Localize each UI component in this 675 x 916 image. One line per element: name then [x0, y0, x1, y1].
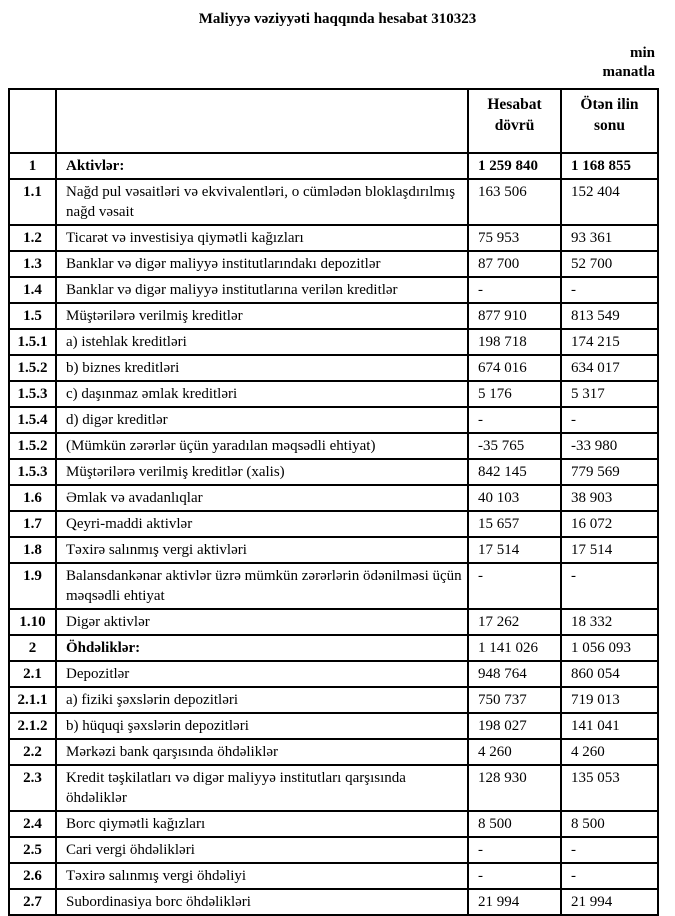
row-number-cell: 1.7 — [9, 511, 56, 537]
row-label-cell: Müştərilərə verilmiş kreditlər — [56, 303, 468, 329]
row-number-cell: 1 — [9, 153, 56, 179]
period-value-cell: 198 718 — [468, 329, 561, 355]
period-value-cell: 8 500 — [468, 811, 561, 837]
row-label-cell: Kredit təşkilatları və digər maliyyə institutları qarşısında öhdəliklər — [56, 765, 468, 811]
prior-value-cell: 152 404 — [561, 179, 658, 225]
period-value-cell: - — [468, 563, 561, 609]
period-value-cell: 198 027 — [468, 713, 561, 739]
prior-value-cell: 1 168 855 — [561, 153, 658, 179]
table-row — [9, 837, 658, 863]
period-value-cell: 21 994 — [468, 889, 561, 915]
table-row — [9, 863, 658, 889]
prior-value-cell: 4 260 — [561, 739, 658, 765]
row-label-cell: a) fiziki şəxslərin depozitləri — [56, 687, 468, 713]
prior-value-cell: - — [561, 863, 658, 889]
prior-value-cell: 5 317 — [561, 381, 658, 407]
prior-value-cell: 93 361 — [561, 225, 658, 251]
table-row — [9, 687, 658, 713]
period-value-cell: 1 259 840 — [468, 153, 561, 179]
table-row — [9, 889, 658, 915]
row-number-cell: 2.1 — [9, 661, 56, 687]
row-label-cell: Borc qiymətli kağızları — [56, 811, 468, 837]
prior-value-cell: 634 017 — [561, 355, 658, 381]
row-label-cell: Qeyri-maddi aktivlər — [56, 511, 468, 537]
prior-value-cell: - — [561, 837, 658, 863]
row-label-cell: Aktivlər: — [56, 153, 468, 179]
financial-position-table — [8, 88, 659, 916]
row-label-cell: Mərkəzi bank qarşısında öhdəliklər — [56, 739, 468, 765]
table-row — [9, 153, 658, 179]
row-label-cell: Depozitlər — [56, 661, 468, 687]
table-row — [9, 713, 658, 739]
row-number-cell: 2.6 — [9, 863, 56, 889]
prior-value-cell: 141 041 — [561, 713, 658, 739]
row-label-cell: Banklar və digər maliyyə institutlarına verilən kreditlər — [56, 277, 468, 303]
header-cell-empty-label — [56, 89, 468, 153]
row-number-cell: 1.10 — [9, 609, 56, 635]
period-value-cell: 948 764 — [468, 661, 561, 687]
table-row — [9, 537, 658, 563]
row-label-cell: Subordinasiya borc öhdəlikləri — [56, 889, 468, 915]
row-number-cell: 2 — [9, 635, 56, 661]
period-value-cell: 15 657 — [468, 511, 561, 537]
prior-value-cell: 52 700 — [561, 251, 658, 277]
period-value-cell: 750 737 — [468, 687, 561, 713]
row-number-cell: 1.5.2 — [9, 355, 56, 381]
period-value-cell: 40 103 — [468, 485, 561, 511]
period-value-cell: 75 953 — [468, 225, 561, 251]
row-number-cell: 1.5.3 — [9, 459, 56, 485]
table-row — [9, 459, 658, 485]
prior-value-cell: 8 500 — [561, 811, 658, 837]
row-number-cell: 2.5 — [9, 837, 56, 863]
table-row — [9, 563, 658, 609]
prior-value-cell: 174 215 — [561, 329, 658, 355]
prior-value-cell: 1 056 093 — [561, 635, 658, 661]
header-cell-empty-number — [9, 89, 56, 153]
row-number-cell: 2.1.1 — [9, 687, 56, 713]
row-label-cell: (Mümkün zərərlər üçün yaradılan məqsədli ehtiyat) — [56, 433, 468, 459]
prior-value-cell: - — [561, 277, 658, 303]
table-row — [9, 251, 658, 277]
row-label-cell: b) hüquqi şəxslərin depozitləri — [56, 713, 468, 739]
row-label-cell: Digər aktivlər — [56, 609, 468, 635]
period-value-cell: 1 141 026 — [468, 635, 561, 661]
table-row — [9, 355, 658, 381]
table-row — [9, 179, 658, 225]
row-label-cell: Banklar və digər maliyyə institutlarındakı depozitlər — [56, 251, 468, 277]
prior-value-cell: 813 549 — [561, 303, 658, 329]
header-cell-prior-year-end: Ötən ilin sonu — [561, 89, 658, 153]
period-value-cell: 163 506 — [468, 179, 561, 225]
table-row — [9, 381, 658, 407]
row-number-cell: 1.5 — [9, 303, 56, 329]
period-value-cell: 842 145 — [468, 459, 561, 485]
period-value-cell: - — [468, 277, 561, 303]
unit-note-line-1: min — [629, 45, 655, 61]
prior-value-cell: 860 054 — [561, 661, 658, 687]
row-number-cell: 2.1.2 — [9, 713, 56, 739]
period-value-cell: -35 765 — [468, 433, 561, 459]
row-number-cell: 1.8 — [9, 537, 56, 563]
row-label-cell: Əmlak və avadanlıqlar — [56, 485, 468, 511]
period-value-cell: 674 016 — [468, 355, 561, 381]
row-label-cell: Nağd pul vəsaitləri və ekvivalentləri, o cümlədən bloklaşdırılmış nağd vəsait — [56, 179, 468, 225]
table-row — [9, 303, 658, 329]
period-value-cell: 87 700 — [468, 251, 561, 277]
row-number-cell: 2.2 — [9, 739, 56, 765]
row-number-cell: 1.5.1 — [9, 329, 56, 355]
prior-value-cell: 38 903 — [561, 485, 658, 511]
period-value-cell: - — [468, 407, 561, 433]
row-label-cell: c) daşınmaz əmlak kreditləri — [56, 381, 468, 407]
row-number-cell: 1.6 — [9, 485, 56, 511]
row-number-cell: 1.4 — [9, 277, 56, 303]
table-row — [9, 765, 658, 811]
row-label-cell: Balansdankənar aktivlər üzrə mümkün zərərlərin ödənilməsi üçün məqsədli ehtiyat — [56, 563, 468, 609]
table-row — [9, 635, 658, 661]
table-row — [9, 329, 658, 355]
unit-note-line-2: manatla — [602, 64, 655, 80]
row-label-cell: Təxirə salınmış vergi öhdəliyi — [56, 863, 468, 889]
row-label-cell: Ticarət və investisiya qiymətli kağızları — [56, 225, 468, 251]
row-number-cell: 1.1 — [9, 179, 56, 225]
prior-value-cell: -33 980 — [561, 433, 658, 459]
table-row — [9, 609, 658, 635]
table-row — [9, 661, 658, 687]
prior-value-cell: 17 514 — [561, 537, 658, 563]
prior-value-cell: 719 013 — [561, 687, 658, 713]
period-value-cell: 128 930 — [468, 765, 561, 811]
row-number-cell: 1.2 — [9, 225, 56, 251]
table-row — [9, 277, 658, 303]
prior-value-cell: 18 332 — [561, 609, 658, 635]
period-value-cell: 5 176 — [468, 381, 561, 407]
row-label-cell: a) istehlak kreditləri — [56, 329, 468, 355]
row-label-cell: Müştərilərə verilmiş kreditlər (xalis) — [56, 459, 468, 485]
header-cell-reporting-period: Hesabat dövrü — [468, 89, 561, 153]
row-number-cell: 1.5.3 — [9, 381, 56, 407]
period-value-cell: 17 514 — [468, 537, 561, 563]
unit-note — [0, 44, 655, 82]
period-value-cell: - — [468, 863, 561, 889]
row-number-cell: 1.9 — [9, 563, 56, 609]
row-label-cell: b) biznes kreditləri — [56, 355, 468, 381]
row-number-cell: 2.3 — [9, 765, 56, 811]
period-value-cell: 877 910 — [468, 303, 561, 329]
prior-value-cell: 16 072 — [561, 511, 658, 537]
prior-value-cell: 135 053 — [561, 765, 658, 811]
table-row — [9, 407, 658, 433]
prior-value-cell: - — [561, 563, 658, 609]
row-label-cell: Öhdəliklər: — [56, 635, 468, 661]
row-number-cell: 2.7 — [9, 889, 56, 915]
row-number-cell: 2.4 — [9, 811, 56, 837]
table-row — [9, 511, 658, 537]
row-label-cell: Təxirə salınmış vergi aktivləri — [56, 537, 468, 563]
prior-value-cell: 779 569 — [561, 459, 658, 485]
table-row — [9, 225, 658, 251]
prior-value-cell: - — [561, 407, 658, 433]
prior-value-cell: 21 994 — [561, 889, 658, 915]
row-label-cell: d) digər kreditlər — [56, 407, 468, 433]
row-number-cell: 1.3 — [9, 251, 56, 277]
row-label-cell: Cari vergi öhdəlikləri — [56, 837, 468, 863]
report-table-body — [9, 153, 658, 915]
row-number-cell: 1.5.2 — [9, 433, 56, 459]
table-row — [9, 811, 658, 837]
row-number-cell: 1.5.4 — [9, 407, 56, 433]
table-row — [9, 433, 658, 459]
table-row — [9, 485, 658, 511]
table-header-row — [9, 89, 658, 153]
table-row — [9, 739, 658, 765]
period-value-cell: - — [468, 837, 561, 863]
period-value-cell: 4 260 — [468, 739, 561, 765]
report-title: Maliyyə vəziyyəti haqqında hesabat 310323 — [198, 11, 477, 27]
period-value-cell: 17 262 — [468, 609, 561, 635]
